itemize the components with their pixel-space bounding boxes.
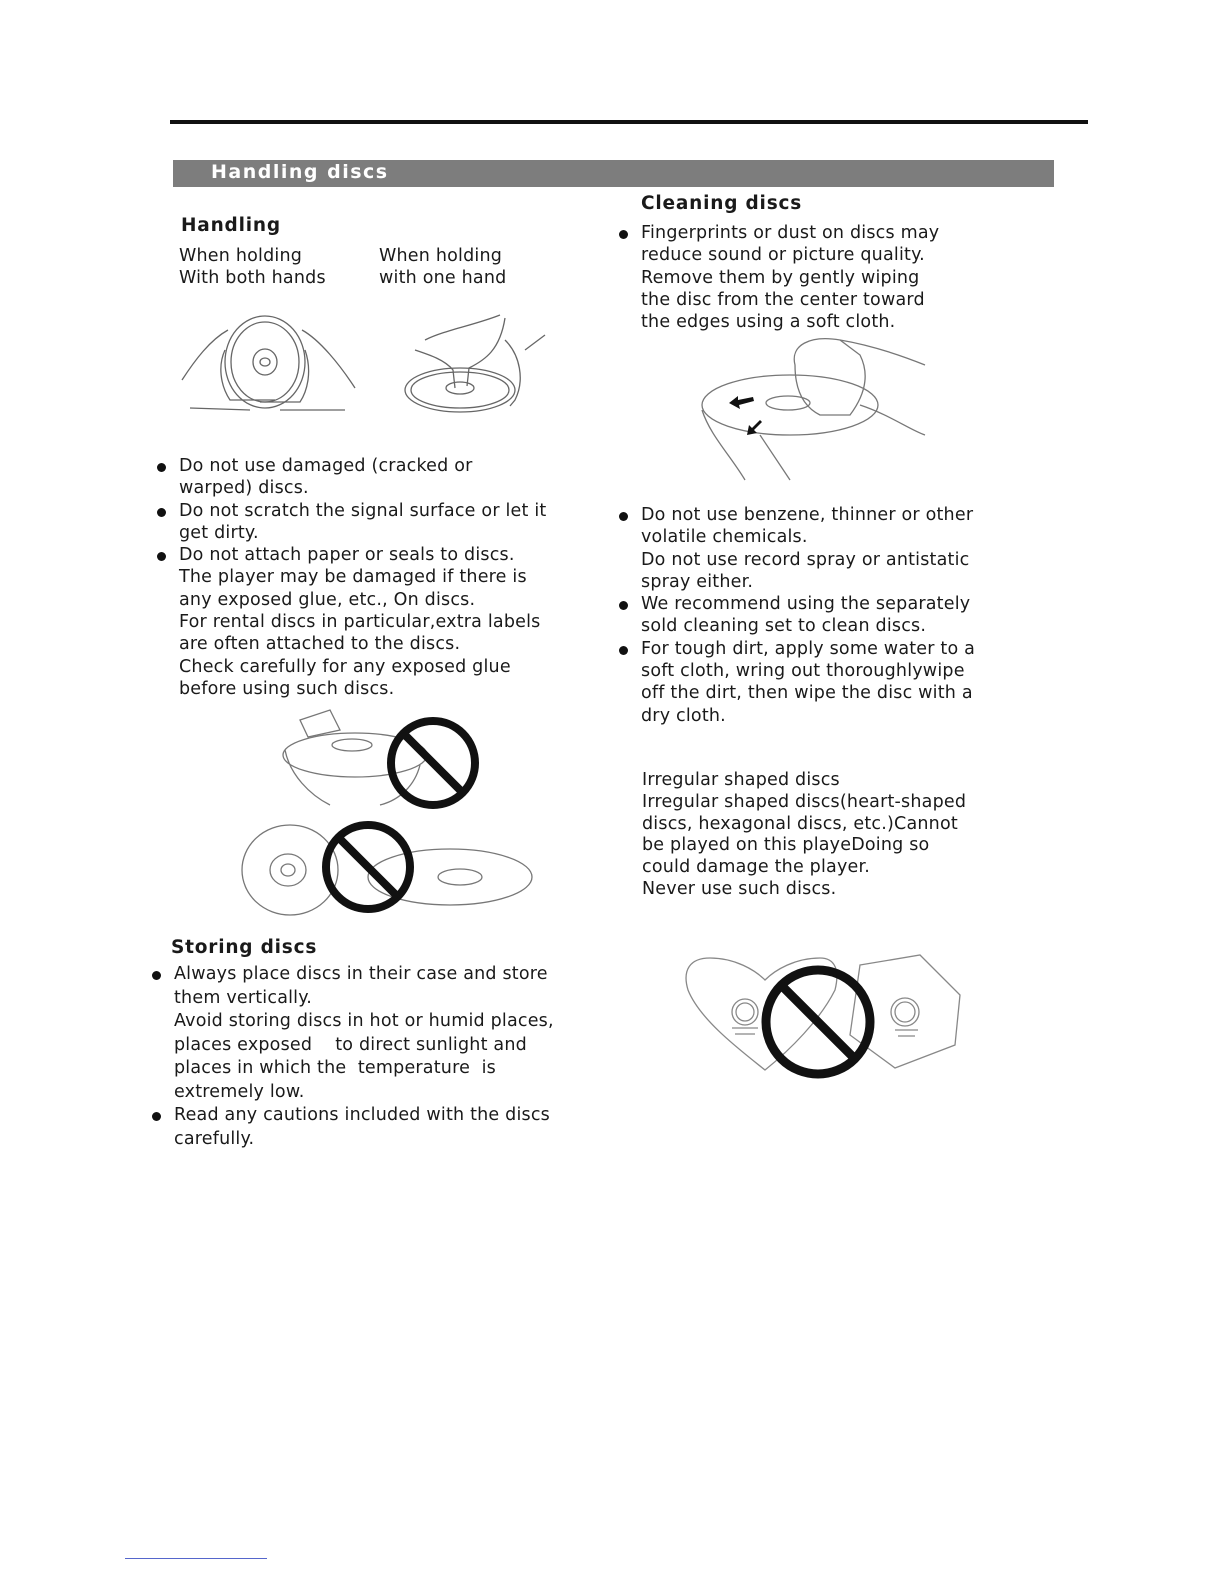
footer-rule (125, 1558, 267, 1559)
handling-caption-one-hand (379, 245, 506, 290)
handling-bullets (179, 455, 546, 700)
bullet-item (641, 504, 975, 593)
one-hand-holding-disc-illustration (405, 310, 555, 420)
bullet-line: off the dirt, then wipe the disc with a (641, 683, 973, 704)
bullet-line: Do not use damaged (cracked or (179, 456, 473, 476)
bullet-line: Remove them by gently wiping (641, 267, 920, 288)
caption-line: When holding (179, 246, 303, 266)
storing-bullets (174, 963, 554, 1151)
bullet-item (174, 1104, 554, 1151)
bullet-line: spray either. (641, 571, 754, 592)
top-rule (170, 120, 1088, 124)
bullet-line: get dirty. (179, 522, 259, 543)
cleaning-intro (641, 222, 939, 333)
section-banner (173, 160, 1054, 187)
bullet-item (179, 544, 546, 700)
bullet-line: any exposed glue, etc., On discs. (179, 589, 476, 610)
bullet-line: them vertically. (174, 987, 313, 1008)
prohibited-disc-with-seal-illustration (280, 705, 490, 815)
caption-line: When holding (379, 246, 503, 266)
text-line: Irregular shaped discs(heart-shaped (642, 791, 967, 812)
text-line: discs, hexagonal discs, etc.)Cannot (642, 813, 958, 834)
bullet-line: before using such discs. (179, 678, 395, 699)
bullet-line: carefully. (174, 1128, 255, 1149)
bullet-line: dry cloth. (641, 705, 726, 726)
bullet-line: For rental discs in particular,extra labels (179, 612, 541, 633)
text-line: Irregular shaped discs (642, 770, 840, 790)
bullet-line: The player may be damaged if there is (179, 567, 527, 588)
bullet-item (641, 222, 939, 333)
bullet-line: Check carefully for any exposed glue (179, 656, 511, 677)
bullet-item (179, 455, 546, 500)
text-line: Never use such discs. (642, 878, 837, 899)
bullet-line: Fingerprints or dust on discs may (641, 223, 940, 243)
bullet-line: For tough dirt, apply some water to a (641, 638, 976, 659)
cleaning-bullets (641, 504, 975, 727)
bullet-line: Read any cautions included with the discs (174, 1105, 550, 1125)
text-line: be played on this playeDoing so (642, 835, 930, 856)
bullet-line: extremely low. (174, 1081, 305, 1102)
handling-heading: Handling (181, 215, 281, 236)
section-title: Handling discs (211, 161, 389, 183)
bullet-line: are often attached to the discs. (179, 634, 461, 655)
bullet-item (641, 593, 975, 638)
bullet-line: the disc from the center toward (641, 289, 925, 310)
bullet-line: places exposed to direct sunlight and (174, 1034, 527, 1055)
two-hands-holding-disc-illustration (180, 310, 360, 420)
bullet-line: Do not attach paper or seals to discs. (179, 545, 515, 566)
bullet-item (174, 963, 554, 1104)
prohibited-irregular-discs-illustration (680, 950, 970, 1080)
storing-heading: Storing discs (171, 937, 318, 958)
bullet-line: Do not use record spray or antistatic (641, 549, 970, 570)
bullet-line: the edges using a soft cloth. (641, 312, 896, 333)
bullet-line: volatile chemicals. (641, 527, 808, 548)
bullet-line: sold cleaning set to clean discs. (641, 616, 927, 637)
bullet-line: places in which the temperature is (174, 1058, 496, 1078)
bullet-line: Do not use benzene, thinner or other (641, 505, 974, 525)
caption-line: With both hands (179, 268, 326, 289)
bullet-line: Always place discs in their case and store (174, 964, 548, 984)
cleaning-heading: Cleaning discs (641, 193, 803, 214)
bullet-item (641, 638, 975, 727)
bullet-item (179, 500, 546, 545)
bullet-line: Avoid storing discs in hot or humid places, (174, 1011, 554, 1031)
bullet-line: soft cloth, wring out thoroughlywipe (641, 661, 965, 682)
irregular-discs-text (642, 770, 966, 901)
prohibited-warped-disc-illustration (240, 815, 540, 920)
wiping-disc-illustration (700, 335, 930, 485)
bullet-line: reduce sound or picture quality. (641, 245, 925, 266)
bullet-line: We recommend using the separately (641, 594, 971, 615)
handling-caption-both-hands (179, 245, 326, 290)
caption-line: with one hand (379, 268, 507, 289)
bullet-line: Do not scratch the signal surface or let it (179, 500, 547, 521)
text-line: could damage the player. (642, 857, 871, 878)
bullet-line: warped) discs. (179, 478, 309, 499)
